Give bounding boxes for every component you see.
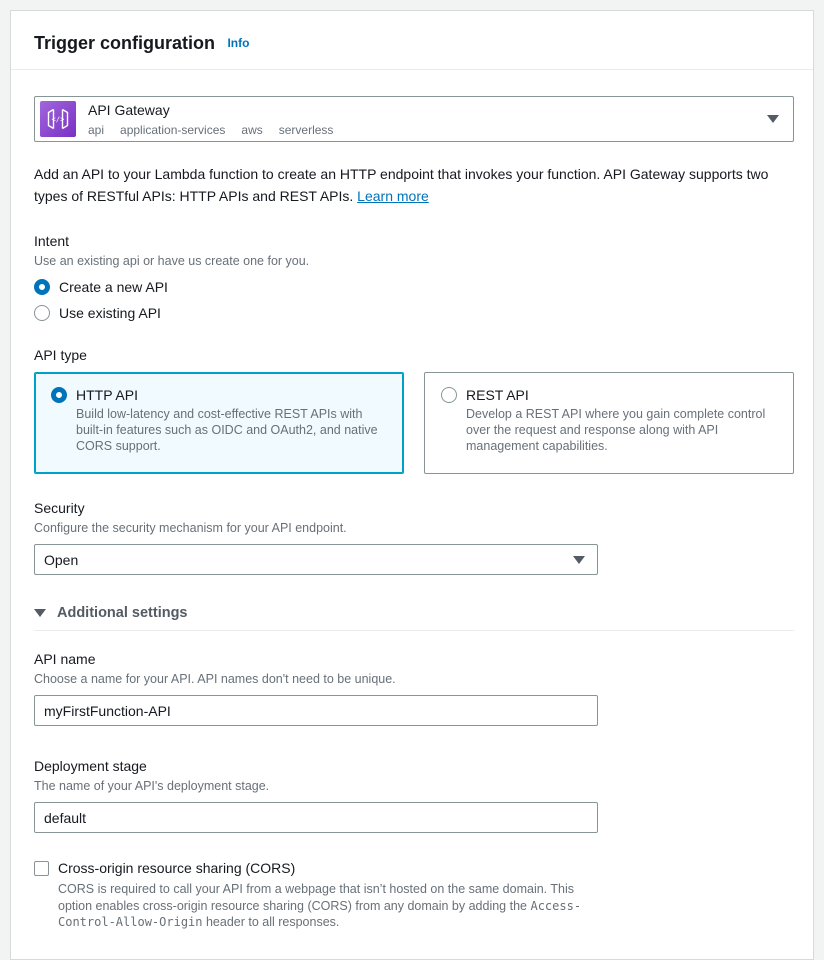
trigger-description xyxy=(34,163,796,207)
deployment-stage-group xyxy=(34,757,790,833)
trigger-source-meta xyxy=(88,102,767,137)
radio-button-icon[interactable] xyxy=(441,387,457,403)
triangle-down-icon xyxy=(34,609,46,617)
api-type-section xyxy=(34,346,790,474)
api-gateway-icon xyxy=(40,101,76,137)
api-name-input[interactable] xyxy=(34,695,598,726)
card-rest-api[interactable] xyxy=(424,372,794,474)
radio-button-icon[interactable] xyxy=(34,305,50,321)
page-title: Trigger configuration xyxy=(34,33,216,53)
cors-description-text: header to all responses. xyxy=(202,915,340,929)
chevron-down-icon xyxy=(573,556,585,564)
service-tag: serverless xyxy=(278,122,334,137)
card-description: Build low-latency and cost-effective REST APIs with built-in features such as OIDC and OAuth2, and native CORS support. xyxy=(76,407,378,453)
radio-label: Create a new API xyxy=(59,279,168,295)
chevron-down-icon xyxy=(767,115,779,123)
deployment-stage-label: Deployment stage xyxy=(34,758,147,774)
info-link[interactable]: Info xyxy=(227,36,250,50)
service-tags xyxy=(88,123,767,137)
additional-settings-expander[interactable] xyxy=(34,605,790,621)
api-name-group xyxy=(34,650,790,726)
radio-create-new-api[interactable] xyxy=(34,279,790,295)
service-tag: aws xyxy=(241,122,263,137)
radio-button-icon[interactable] xyxy=(51,387,67,403)
service-tag: application-services xyxy=(120,122,226,137)
radio-label: Use existing API xyxy=(59,305,161,321)
learn-more-link[interactable]: Learn more xyxy=(357,188,429,204)
security-label: Security xyxy=(34,500,85,516)
deployment-stage-input[interactable] xyxy=(34,802,598,833)
deployment-stage-description: The name of your API's deployment stage. xyxy=(34,779,270,793)
cors-description xyxy=(58,881,606,931)
intent-section xyxy=(34,232,790,321)
api-name-label: API name xyxy=(34,651,96,667)
trigger-configuration-panel xyxy=(10,10,814,960)
service-tag: api xyxy=(88,122,105,137)
trigger-description-text: Add an API to your Lambda function to create an HTTP endpoint that invokes your function. API Gateway supports two types of RESTful APIs: HTTP APIs and REST APIs. xyxy=(34,166,769,204)
api-type-label: API type xyxy=(34,347,87,363)
security-selected-value: Open xyxy=(44,551,79,568)
additional-settings-title: Additional settings xyxy=(57,605,188,621)
card-title: REST API xyxy=(466,387,529,403)
card-http-api[interactable] xyxy=(34,372,404,474)
intent-description: Use an existing api or have us create one for you. xyxy=(34,254,310,268)
cors-group xyxy=(34,860,790,931)
card-description: Develop a REST API where you gain complete control over the request and response along with API management capabilities. xyxy=(466,407,766,453)
cors-checkbox[interactable] xyxy=(34,861,49,876)
intent-label: Intent xyxy=(34,233,70,249)
panel-header xyxy=(11,11,813,70)
cors-checkbox-row[interactable] xyxy=(34,860,790,876)
trigger-source-dropdown[interactable] xyxy=(34,96,794,142)
card-title: HTTP API xyxy=(76,387,138,403)
radio-use-existing-api[interactable] xyxy=(34,305,790,321)
security-description: Configure the security mechanism for your API endpoint. xyxy=(34,521,347,535)
radio-button-icon[interactable] xyxy=(34,279,50,295)
svg-text:</>: </> xyxy=(51,115,65,124)
section-divider xyxy=(34,630,794,631)
security-select[interactable] xyxy=(34,544,598,575)
cors-description-text: CORS is required to call your API from a webpage that isn’t hosted on the same domain. This option enables cross-origin resource sharing (CORS) from any domain by adding the xyxy=(58,882,575,913)
cors-header-code: Access-Control-Allow-Origin xyxy=(58,898,582,929)
api-name-description: Choose a name for your API. API names don't need to be unique. xyxy=(34,672,396,686)
service-name: API Gateway xyxy=(88,101,170,118)
security-section xyxy=(34,499,790,575)
cors-label: Cross-origin resource sharing (CORS) xyxy=(58,860,296,876)
